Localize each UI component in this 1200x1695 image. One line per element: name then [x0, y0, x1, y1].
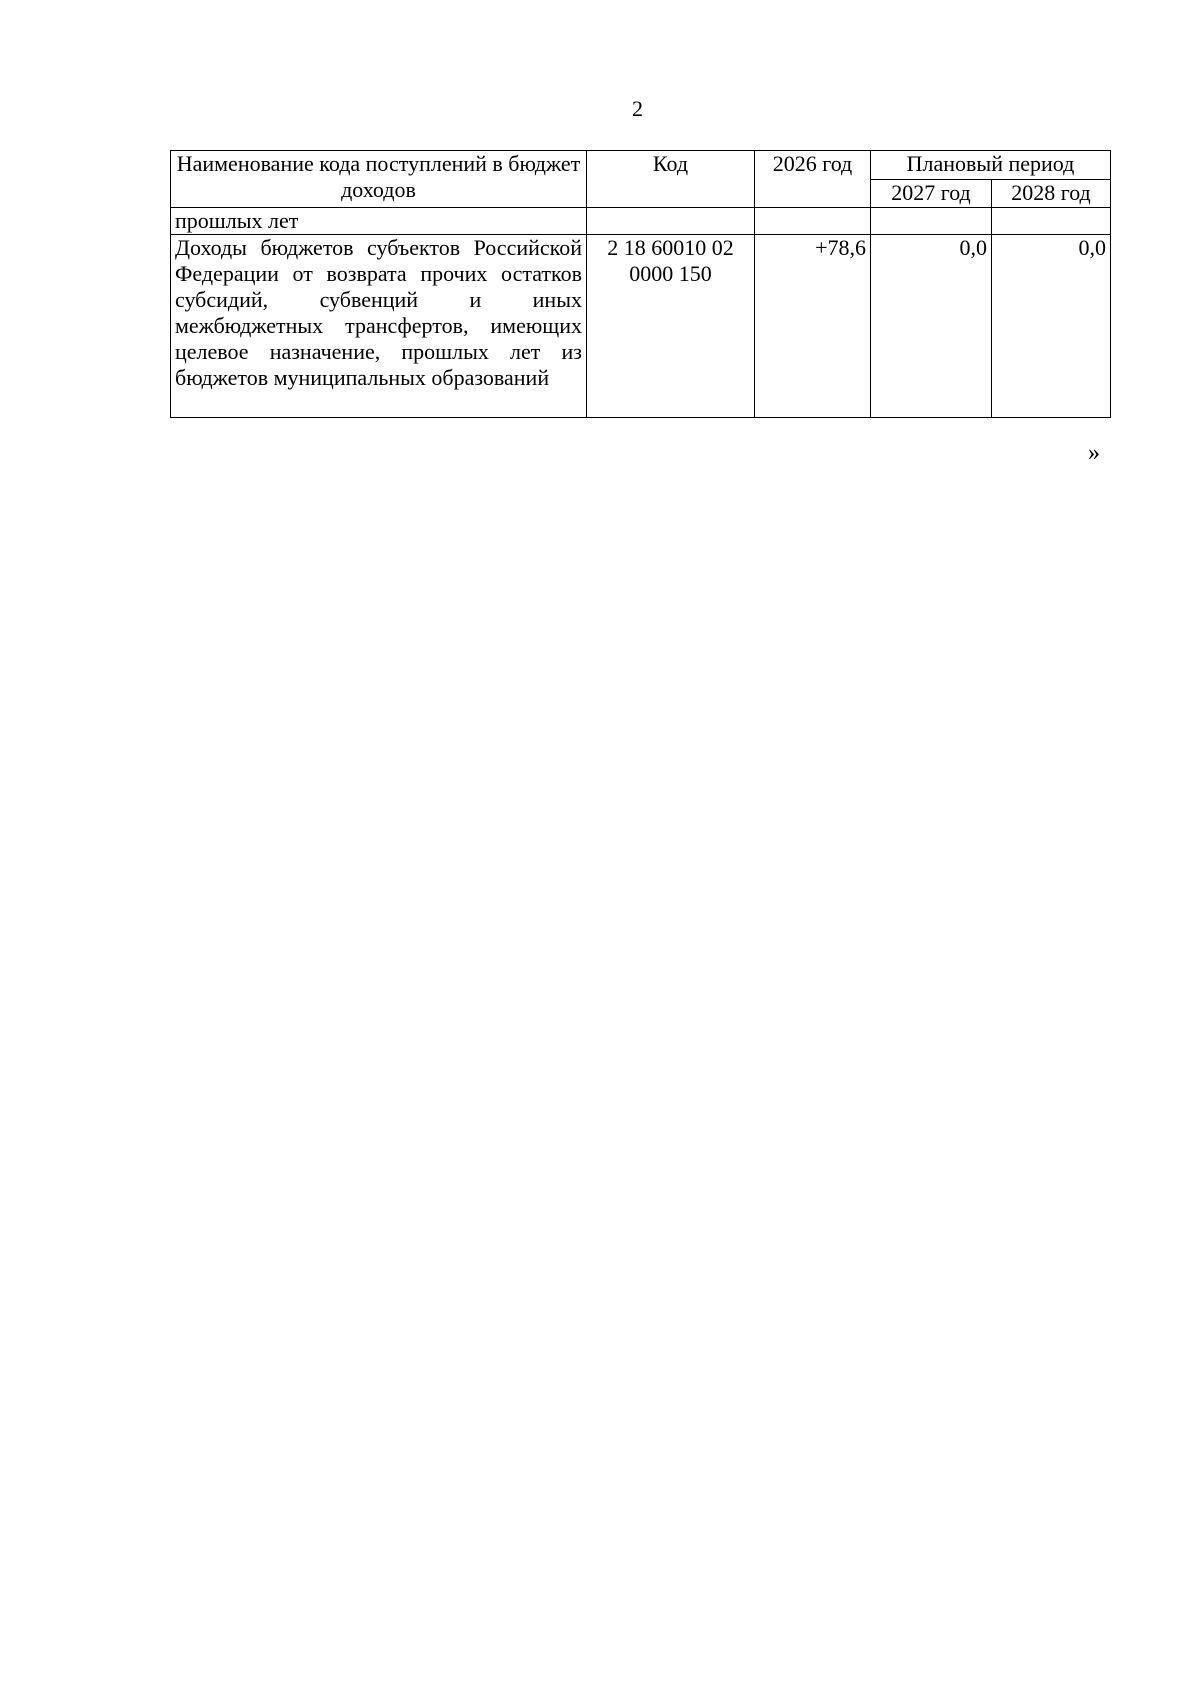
table-row: [171, 208, 1111, 235]
header-planned-period: Плановый период: [871, 151, 1111, 180]
table-row: [171, 235, 1111, 418]
header-year-2027: 2027 год: [871, 179, 992, 208]
page-number: 2: [632, 96, 643, 121]
closing-quote-mark: »: [1088, 440, 1100, 466]
row-value-2027: [871, 208, 992, 235]
header-year-2026: 2026 год: [755, 151, 871, 208]
row-value-2028: 0,0: [992, 235, 1111, 418]
header-year-2028: 2028 год: [992, 179, 1111, 208]
row-name: прошлых лет: [171, 208, 587, 235]
table-header-row: [171, 151, 1111, 180]
row-value-2026: +78,6: [755, 235, 871, 418]
row-name: Доходы бюджетов субъектов Российской Федерации от возврата прочих остатков субсидий, субвенций и иных межбюджетных трансфертов, имеющих целевое назначение, прошлых лет из бюджетов муниципальных образований: [171, 235, 587, 418]
row-value-2026: [755, 208, 871, 235]
row-value-2027: 0,0: [871, 235, 992, 418]
row-value-2028: [992, 208, 1111, 235]
row-code: [587, 208, 755, 235]
budget-table: [170, 150, 1111, 418]
header-name: Наименование кода поступлений в бюджет доходов: [171, 151, 587, 208]
row-code: 2 18 60010 02 0000 150: [587, 235, 755, 418]
header-code: Код: [587, 151, 755, 208]
